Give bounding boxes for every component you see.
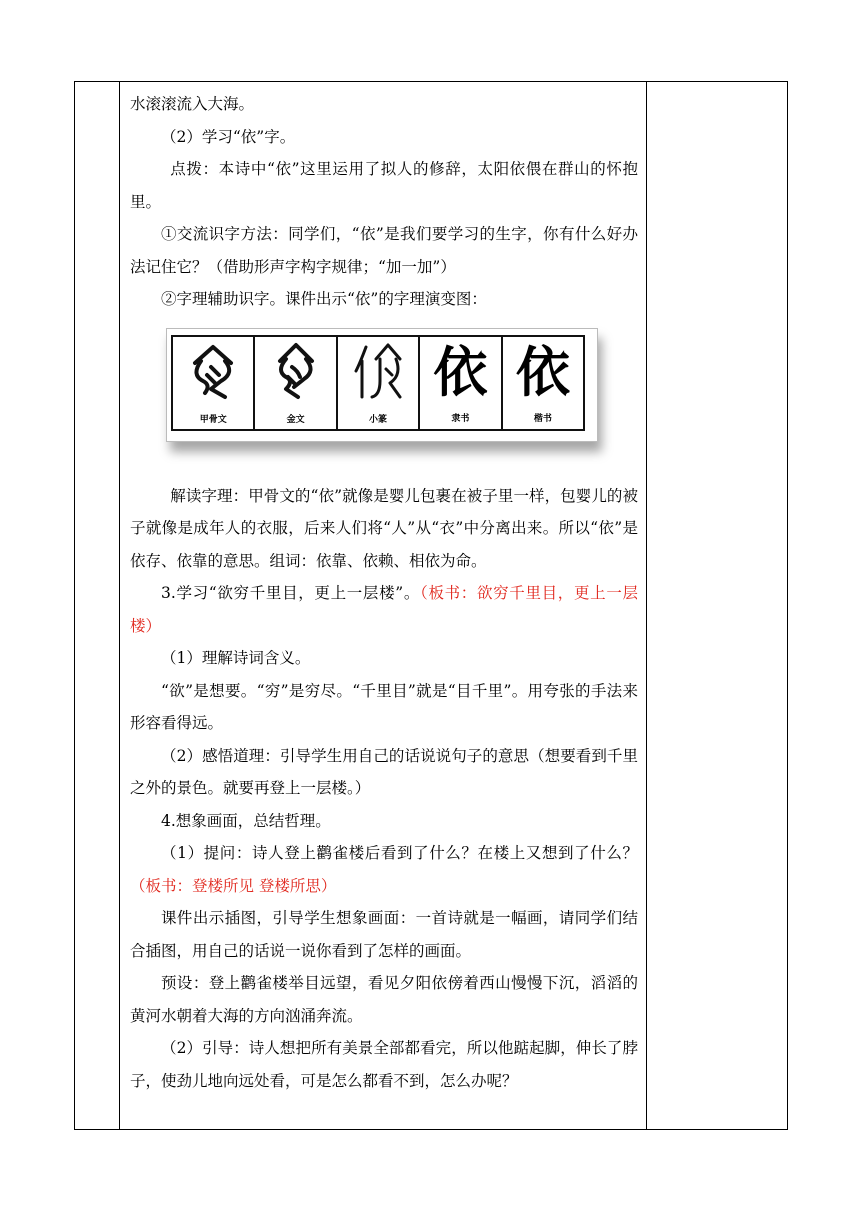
- board-note-text: （板书：登楼所见 登楼所思）: [130, 876, 337, 895]
- paragraph-text: （2）感悟道理：引导学生用自己的话说说句子的意思（想要看到千里之外的景色。就要再登上一层楼。）: [130, 746, 638, 797]
- paragraph-text: 课件出示插图，引导学生想象画面：一首诗就是一幅画，请同学们结合插图，用自己的话说一说你看到了怎样的画面。: [130, 909, 638, 960]
- paragraph: [130, 88, 638, 121]
- script-stage: [338, 337, 420, 429]
- paragraph: [130, 218, 638, 283]
- notes-column-cell: [647, 82, 788, 1130]
- left-column-cell: [75, 82, 120, 1130]
- paragraph: [130, 967, 638, 1032]
- ancient-glyph-icon: [346, 341, 410, 415]
- script-stage: [420, 337, 502, 429]
- content-cell: [120, 82, 647, 1130]
- paragraph-text: 预设：登上鹳雀楼举目远望，看见夕阳依傍着西山慢慢下沉，滔滔的黄河水朝着大海的方向汹涌奔流。: [130, 974, 638, 1025]
- evolution-strip: [171, 335, 585, 431]
- lesson-content: [120, 82, 646, 1097]
- paragraph: [130, 1032, 638, 1097]
- paragraph-text: ①交流识字方法：同学们，“依”是我们要学习的生字，你有什么好办法记住它？（借助形声字构字规律；“加一加”）: [130, 225, 638, 276]
- paragraph-text: （2）学习“依”字。: [161, 127, 296, 146]
- script-glyph: 依: [433, 339, 488, 404]
- paragraph-text: “欲”是想要。“穷”是穷尽。“千里目”就是“目千里”。用夸张的手法来形容看得远。: [130, 681, 638, 732]
- paragraph: [130, 740, 638, 805]
- paragraph: [130, 805, 638, 838]
- character-evolution-figure: [166, 328, 604, 454]
- paragraph-text: （1）理解诗词含义。: [161, 649, 311, 667]
- script-stage-label: 金文: [286, 415, 305, 425]
- paragraph: [130, 837, 638, 902]
- paragraph-text: 3.学习“欲穷千里目，更上一层楼”。: [161, 584, 421, 602]
- paragraph-text: （1）提问：诗人登上鹳雀楼后看到了什么？在楼上又想到了什么？: [161, 844, 638, 862]
- board-note-text: （板书：欲穷千里目，更上一层楼）: [130, 584, 638, 635]
- ancient-glyph-icon: [264, 341, 328, 415]
- script-stage-label: 楷书: [533, 413, 552, 424]
- script-stage: [503, 337, 583, 429]
- paragraph-text: ②字理辅助识字。课件出示“依”的字理演变图：: [161, 290, 487, 308]
- paragraph-text: 水滚滚流入大海。: [130, 95, 255, 113]
- paragraph: [130, 675, 638, 740]
- script-glyph: 依: [515, 339, 570, 404]
- ancient-glyph-icon: [181, 341, 245, 415]
- paragraph: [130, 480, 638, 578]
- paragraph: [130, 153, 638, 218]
- paragraph-text: 4.想象画面，总结哲理。: [161, 811, 331, 830]
- paragraph-text: 解读字理：甲骨文的“依”就像是婴儿包裹在被子里一样，包婴儿的被子就像是成年人的衣服，后来人们将“人”从“衣”中分离出来。所以“依”是依存、依靠的意思。组词：依靠、依赖、相依为命。: [130, 486, 638, 570]
- paragraph-text: 点拨：本诗中“依”这里运用了拟人的修辞，太阳依偎在群山的怀抱里。: [130, 160, 638, 211]
- script-stage-label: 小篆: [369, 415, 388, 425]
- paragraph: [130, 902, 638, 967]
- script-stage: [173, 337, 255, 429]
- paragraph: [130, 577, 638, 642]
- paragraph-text: （2）引导：诗人想把所有美景全部都看完，所以他踮起脚，伸长了脖子，使劲儿地向远处看，可是怎么都看不到，怎么办呢？: [130, 1039, 638, 1090]
- table-row: [75, 82, 788, 1130]
- script-stage-label: 隶书: [451, 413, 470, 424]
- script-stage-label: 甲骨文: [199, 415, 227, 425]
- lesson-table: [74, 81, 788, 1130]
- paragraphs-after-figure: [130, 480, 638, 1098]
- figure-frame: [166, 328, 598, 442]
- paragraph: [130, 121, 638, 154]
- paragraph: [130, 642, 638, 675]
- paragraphs-before-figure: [130, 88, 638, 316]
- paragraph: [130, 283, 638, 316]
- script-stage: [255, 337, 337, 429]
